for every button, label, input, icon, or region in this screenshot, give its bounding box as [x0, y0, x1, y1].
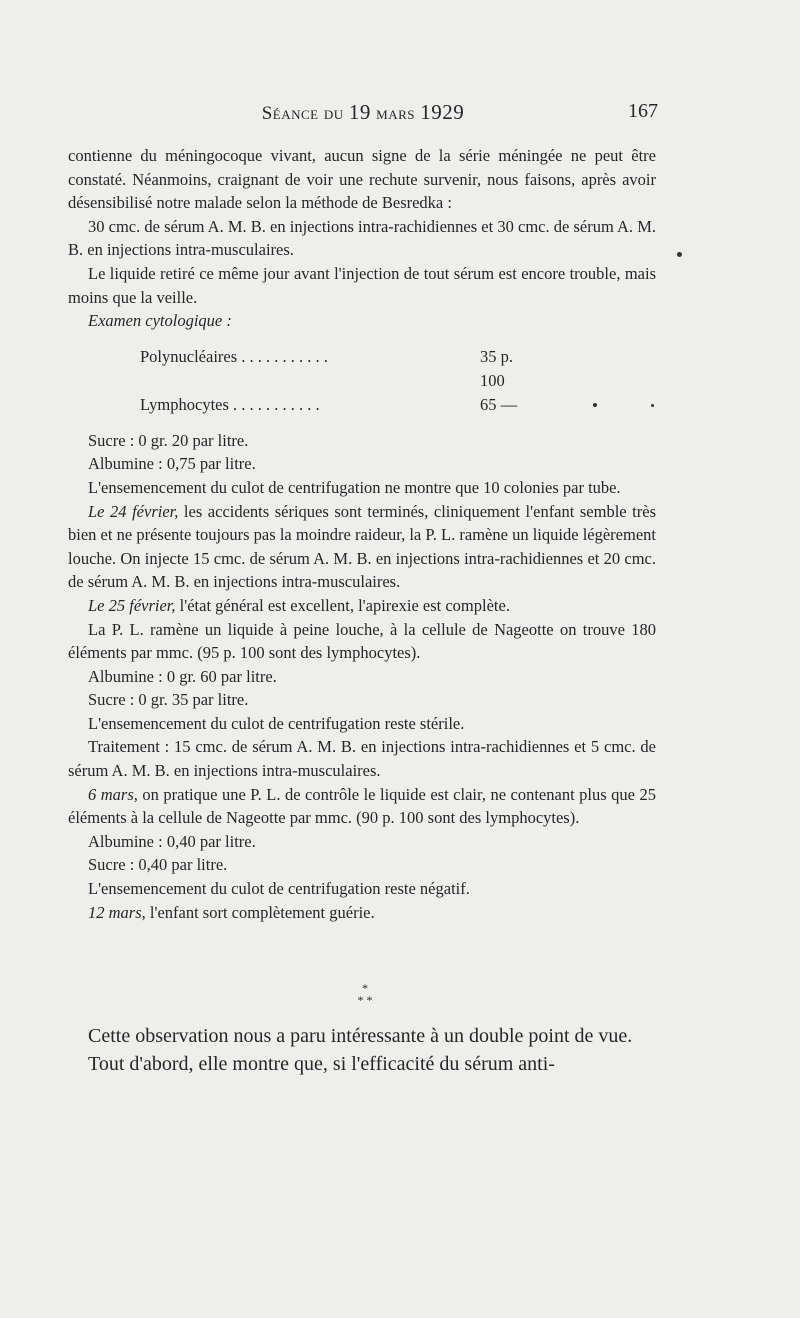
cell-label: Polynucléaires . . . . . . . . . . . — [140, 346, 328, 366]
header-seance: Séance du — [261, 103, 344, 124]
cytology-table — [68, 345, 656, 417]
header-day: 19 — [348, 100, 371, 124]
text-line: Albumine : 0 gr. 60 par litre. — [88, 666, 277, 686]
paragraph: Cette observation nous a paru intéressante à un double point de vue. — [88, 1025, 633, 1047]
paragraph-25-fevrier: Le 25 février, l'état général est excellent, l'apirexie est complète. — [88, 595, 510, 615]
text-line: L'ensemencement du culot de centrifugation ne montre que 10 colonies par tube. — [88, 477, 621, 497]
cell-value: 65 — — [480, 394, 518, 414]
header-month: mars — [376, 103, 416, 124]
header-year: 1929 — [420, 100, 465, 124]
table-row — [68, 393, 656, 417]
text-line: Sucre : 0,40 par litre. — [88, 855, 228, 875]
cell-value: 35 p. 100 — [480, 346, 513, 390]
text-line: Sucre : 0 gr. 20 par litre. — [88, 430, 249, 450]
text-line: L'ensemencement du culot de centrifugation reste stérile. — [88, 713, 465, 733]
text-line: Albumine : 0,75 par litre. — [88, 454, 256, 474]
section-separator — [0, 982, 730, 1006]
date-label: 6 mars, — [88, 784, 138, 804]
paragraph-6-mars: 6 mars, on pratique une P. L. de contrôle le liquide est clair, ne contenant plus que 25 éléments à la cellule de Nageotte par mmc. (90 p. 100 sont des lymphocytes). — [68, 784, 656, 828]
bottom-text — [68, 1022, 660, 1078]
table-row — [68, 345, 656, 393]
date-label: Le 24 février, — [88, 501, 179, 521]
exam-heading: Examen cytologique : — [88, 311, 232, 331]
text-line: Sucre : 0 gr. 35 par litre. — [88, 690, 249, 710]
separator-star-top: * — [362, 981, 368, 995]
paragraph: Le liquide retiré ce même jour avant l'injection de tout sérum est encore trouble, mais moins que la veille. — [68, 263, 656, 307]
body-text — [68, 144, 656, 924]
text-line: Traitement : 15 cmc. de sérum A. M. B. en injections intra-rachidiennes et 5 cmc. de sérum A. M. B. en injections intra-musculaires. — [68, 737, 656, 781]
paragraph: Tout d'abord, elle montre que, si l'efficacité du sérum anti- — [88, 1053, 555, 1075]
date-label: Le 25 février, — [88, 595, 176, 615]
page-header — [68, 100, 658, 130]
header-title — [68, 100, 658, 125]
paragraph: 30 cmc. de sérum A. M. B. en injections intra-rachidiennes et 30 cmc. de sérum A. M. B. en injections intra-musculaires. — [68, 216, 656, 260]
date-label: 12 mars, — [88, 902, 146, 922]
paragraph-12-mars: 12 mars, l'enfant sort complètement guérie. — [88, 902, 375, 922]
text-line: Albumine : 0,40 par litre. — [88, 831, 256, 851]
ink-speck-mark — [677, 252, 682, 257]
paragraph: contienne du méningocoque vivant, aucun signe de la série méningée ne peut être constaté. Néanmoins, craignant de voir une rechute survenir, nous faisons, après avoir désensibilisé notre malade selon la méthode de Besredka : — [68, 146, 656, 213]
text-line: L'ensemencement du culot de centrifugation reste négatif. — [88, 879, 470, 899]
page-number: 167 — [628, 100, 658, 122]
ink-speck-mark — [593, 403, 597, 407]
separator-stars-bottom: * * — [357, 993, 373, 1007]
ink-speck-mark — [651, 404, 654, 407]
paragraph: La P. L. ramène un liquide à peine louche, à la cellule de Nageotte on trouve 180 éléments par mmc. (95 p. 100 sont des lymphocytes). — [68, 619, 656, 663]
cell-label: Lymphocytes . . . . . . . . . . . — [140, 394, 320, 414]
paragraph-24-fevrier: Le 24 février, les accidents sériques sont terminés, cliniquement l'enfant semble très bien et ne présente toujours pas la moindre raideur, la P. L. ramène un liquide légèrement louche. On injecte 15 cmc. de sérum A. M. B. en injections intra-rachidiennes et 20 cmc. de sérum A. M. B. en injections intra-musculaires. — [68, 501, 656, 592]
